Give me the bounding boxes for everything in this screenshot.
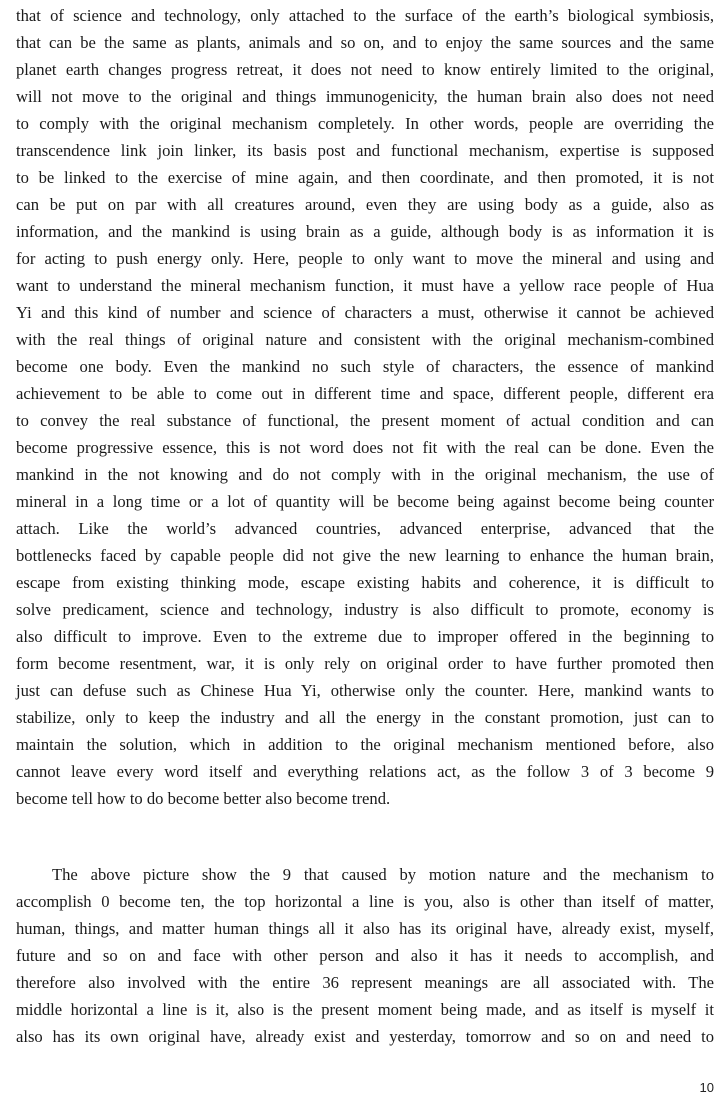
paragraph-1 [16,2,714,812]
text-line: information, and the mankind is using brain as a guide, although body is as information it is [16,222,714,241]
text-line: cannot leave every word itself and everything relations act, as the follow 3 of 3 become 9 [16,762,714,781]
text-line: maintain the solution, which in addition to the original mechanism mentioned before, also [16,735,714,754]
text-line: mineral in a long time or a lot of quantity will be become being against become being counter [16,492,714,511]
text-line: with the real things of original nature and consistent with the original mechanism-combined [16,330,714,349]
text-line: to be linked to the exercise of mine again, and then coordinate, and then promoted, it is not [16,168,714,187]
page-number: 10 [699,1080,714,1095]
text-line: stabilize, only to keep the industry and all the energy in the constant promotion, just can to [16,708,714,727]
text-line: mankind in the not knowing and do not comply with in the original mechanism, the use of [16,465,714,484]
text-line: to convey the real substance of functional, the present moment of actual condition and can [16,411,714,430]
text-line: middle horizontal a line is it, also is the present moment being made, and as itself is myself it [16,1000,714,1019]
paragraph-2 [16,861,714,1050]
text-line: just can defuse such as Chinese Hua Yi, otherwise only the counter. Here, mankind wants to [16,681,714,700]
text-line: want to understand the mineral mechanism function, it must have a yellow race people of Hua [16,276,714,295]
text-line: also has its own original have, already exist and yesterday, tomorrow and so on and need to [16,1027,714,1046]
text-line: human, things, and matter human things all it also has its original have, already exist, myself, [16,919,714,938]
text-line: therefore also involved with the entire 36 represent meanings are all associated with. The [16,973,714,992]
text-line: to comply with the original mechanism completely. In other words, people are overriding the [16,114,714,133]
text-line: also difficult to improve. Even to the extreme due to improper offered in the beginning to [16,627,714,646]
text-line: transcendence link join linker, its basis post and functional mechanism, expertise is supposed [16,141,714,160]
text-line: that of science and technology, only attached to the surface of the earth’s biological symbiosis, [16,6,714,25]
text-line: become progressive essence, this is not word does not fit with the real can be done. Even the [16,438,714,457]
text-line: solve predicament, science and technology, industry is also difficult to promote, economy is [16,600,714,619]
text-line: become one body. Even the mankind no such style of characters, the essence of mankind [16,357,714,376]
text-line: become tell how to do become better also become trend. [16,789,391,808]
text-line: accomplish 0 become ten, the top horizontal a line is you, also is other than itself of matter, [16,892,714,911]
text-line: bottlenecks faced by capable people did not give the new learning to enhance the human brain, [16,546,714,565]
text-line: will not move to the original and things immunogenicity, the human brain also does not need [16,87,714,106]
text-line: planet earth changes progress retreat, it does not need to know entirely limited to the original, [16,60,714,79]
text-line: attach. Like the world’s advanced countries, advanced enterprise, advanced that the [16,519,714,538]
text-line: Yi and this kind of number and science of characters a must, otherwise it cannot be achieved [16,303,714,322]
text-line: future and so on and face with other person and also it has it needs to accomplish, and [16,946,714,965]
text-line: form become resentment, war, it is only rely on original order to have further promoted then [16,654,714,673]
text-line: escape from existing thinking mode, escape existing habits and coherence, it is difficult to [16,573,714,592]
text-line: for acting to push energy only. Here, people to only want to move the mineral and using and [16,249,714,268]
text-line: can be put on par with all creatures around, even they are using body as a guide, also as [16,195,714,214]
text-line: that can be the same as plants, animals and so on, and to enjoy the same sources and the same [16,33,714,52]
text-line: The above picture show the 9 that caused by motion nature and the mechanism to [52,865,714,884]
text-line: achievement to be able to come out in different time and space, different people, different era [16,384,714,403]
